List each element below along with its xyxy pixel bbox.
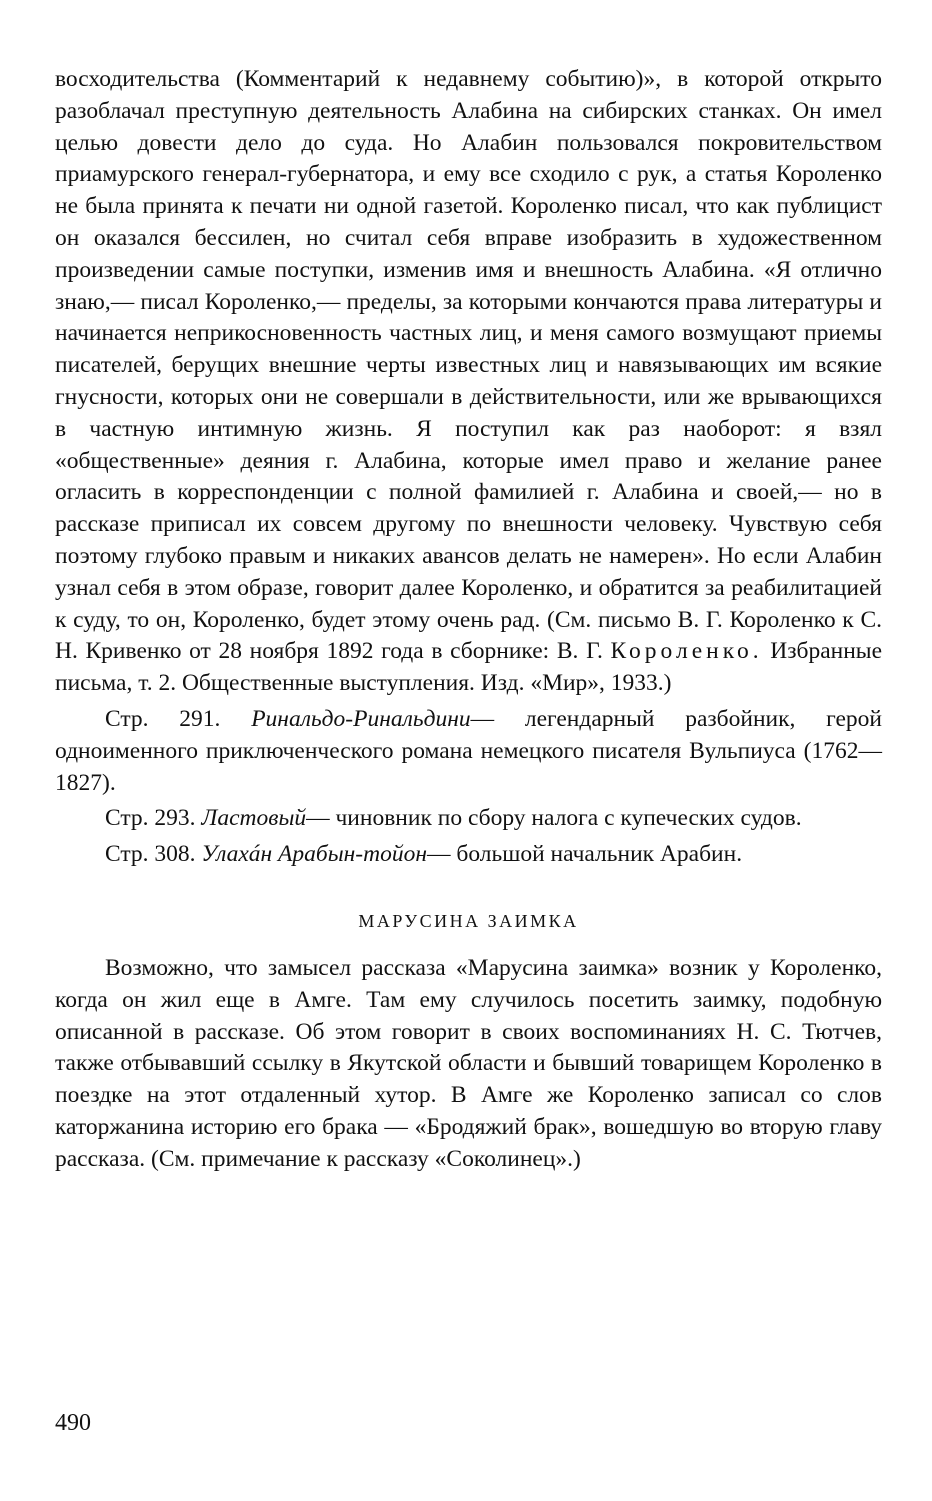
- note-text: — легендарный разбойник, герой одноименного приключенческого романа немецкого писателя Вульпиуса (1762—1827).: [55, 705, 883, 796]
- note-text: — большой начальник Арабин.: [427, 841, 743, 868]
- note-prefix: Стр. 293.: [105, 805, 196, 832]
- paragraph-text: восходительства (Комментарий к недавнему событию)», в которой открыто разоблачал преступную деятельность Алабина на сибирских станках. Он имел целью довести дело до суда. Но Алабин пользовался покровительством приамурского генерал-губернатора, и ему все сходило с рук, а статья Короленко не была принята к печати ни одной газетой. Короленко писал, что как публицист он оказался бессилен, но считал себя вправе изобразить в художественном произведении самые поступки, изменив имя и внешность Алабина. «Я отлично знаю,— писал Короленко,— пределы, за которыми кончаются права литературы и начинается неприкосновенность частных лиц, и меня самого возмущают приемы писателей, берущих внешние черты известных лиц и навязывающих им всякие гнусности, которых они не совершали в действительности, или же врывающихся в частную интимную жизнь. Я поступил как раз наоборот: я взял «общественные» деяния г. Алабина, которые имел право и желание ранее огласить в корреспонденции с полной фамилией г. Алабина и своей,— но в рассказе приписал их совсем другому по внешности человеку. Чувствую себя поэтому глубоко правым и никаких авансов делать не намерен». Но если Алабин узнал себя в этом образе, говорит далее Короленко, и обратится за реабилитацией к суду, то он, Короленко, будет этому очень рад. (См. письмо В. Г. Короленко к С. Н. Кривенко от 28 ноября 1892 года в сборнике: В. Г.: [55, 66, 882, 665]
- section-title: МАРУСИНА ЗАИМКА: [358, 910, 579, 931]
- note-term: Ринальдо-Ринальдини: [251, 705, 471, 732]
- note-term: Ластовый: [201, 805, 307, 832]
- footnote-308: [55, 839, 882, 871]
- footnote-291: [55, 704, 882, 799]
- note-text: — чиновник по сбору налога с купеческих судов.: [306, 805, 802, 832]
- note-prefix: Стр. 308.: [105, 841, 196, 868]
- page-number: 490: [55, 1410, 91, 1436]
- section-paragraph: Возможно, что замысел рассказа «Марусина заимка» возник у Короленко, когда он жил еще в Амге. Там ему случилось посетить заимку, подобную описанной в рассказе. Об этом говорит в своих воспоминаниях Н. С. Тютчев, также отбывавший ссылку в Якутской области и бывший товарищем Короленко в поездке на этот отдаленный хутор. В Амге же Короленко записал со слов каторжанина историю его брака — «Бродяжий брак», вошедшую во вторую главу рассказа. (См. примечание к рассказу «Соколинец».): [55, 954, 882, 1172]
- body-paragraph: [55, 64, 882, 700]
- note-prefix: Стр. 291.: [105, 705, 221, 732]
- note-term: Улахáн Арабын-тойон: [201, 841, 428, 868]
- paragraph-text-end: Избранные письма, т. 2. Общественные выступления. Изд. «Мир», 1933.): [55, 638, 883, 697]
- spaced-author-name: Короленко.: [610, 638, 763, 665]
- footnote-293: [55, 803, 882, 835]
